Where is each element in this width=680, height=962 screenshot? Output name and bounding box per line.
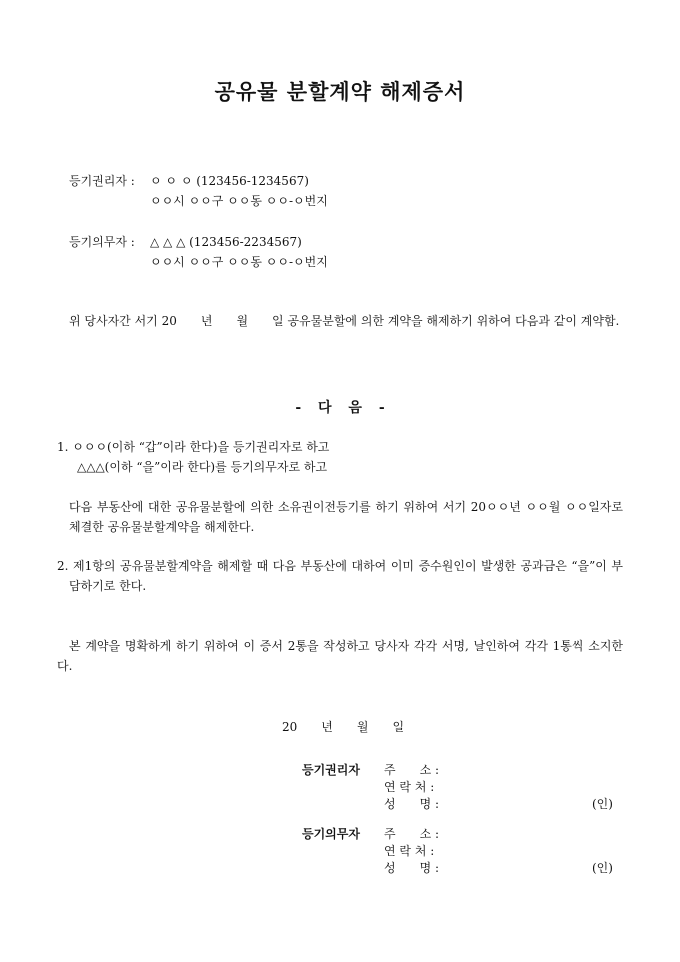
clause-1-line-1: 1. ㅇㅇㅇ(이하 “갑”이라 한다)을 등기권리자로 하고 [57, 440, 330, 454]
sig-rights-holder-seal: (인) [592, 797, 613, 811]
clause-2: 2. 제1항의 공유물분할계약을 해제할 때 다음 부동산에 대하여 이미 증수원인이 발생한 공과금은 “을”이 부담하기로 한다. [57, 559, 623, 593]
sig-rights-holder-name: 성 명 : [384, 797, 440, 811]
sig-obligor-label: 등기의무자 [302, 827, 360, 841]
rights-holder-name: ㅇ ㅇ ㅇ (123456-1234567) [150, 174, 309, 188]
details-heading: - 다 음 - [295, 400, 385, 416]
obligor-address: ㅇㅇ시 ㅇㅇ구 ㅇㅇ동 ㅇㅇ-ㅇ번지 [150, 255, 328, 269]
document-title: 공유물 분할계약 해제증서 [214, 79, 466, 104]
intro-paragraph: 위 당사자간 서기 20 년 월 일 공유물분할에 의한 계약을 해제하기 위하여 다음과 같이 계약함. [69, 314, 620, 328]
sig-obligor-contact: 연 락 처 : [384, 844, 435, 858]
closing-paragraph: 본 계약을 명확하게 하기 위하여 이 증서 2통을 작성하고 당사자 각각 서명, 날인하여 각각 1통씩 소지한다. [57, 639, 623, 673]
rights-holder-address: ㅇㅇ시 ㅇㅇ구 ㅇㅇ동 ㅇㅇ-ㅇ번지 [150, 194, 328, 208]
obligor-label: 등기의무자 : [69, 235, 135, 249]
signing-date: 20 년 월 일 [282, 720, 405, 734]
sig-obligor-address: 주 소 : [384, 827, 440, 841]
sig-rights-holder-label: 등기권리자 [302, 763, 360, 777]
rights-holder-label: 등기권리자 : [69, 174, 135, 188]
sig-obligor-name: 성 명 : [384, 861, 440, 875]
clause-1-line-2: △△△(이하 “을”이라 한다)를 등기의무자로 하고 [77, 460, 328, 474]
sig-rights-holder-address: 주 소 : [384, 763, 440, 777]
clause-1-body: 다음 부동산에 대한 공유물분할에 의한 소유권이전등기를 하기 위하여 서기 20ㅇㅇ년 ㅇㅇ월 ㅇㅇ일자로 체결한 공유물분할계약을 해제한다. [69, 500, 623, 534]
sig-rights-holder-contact: 연 락 처 : [384, 780, 435, 794]
sig-obligor-seal: (인) [592, 861, 613, 875]
obligor-name: △ △ △ (123456-2234567) [150, 235, 302, 249]
